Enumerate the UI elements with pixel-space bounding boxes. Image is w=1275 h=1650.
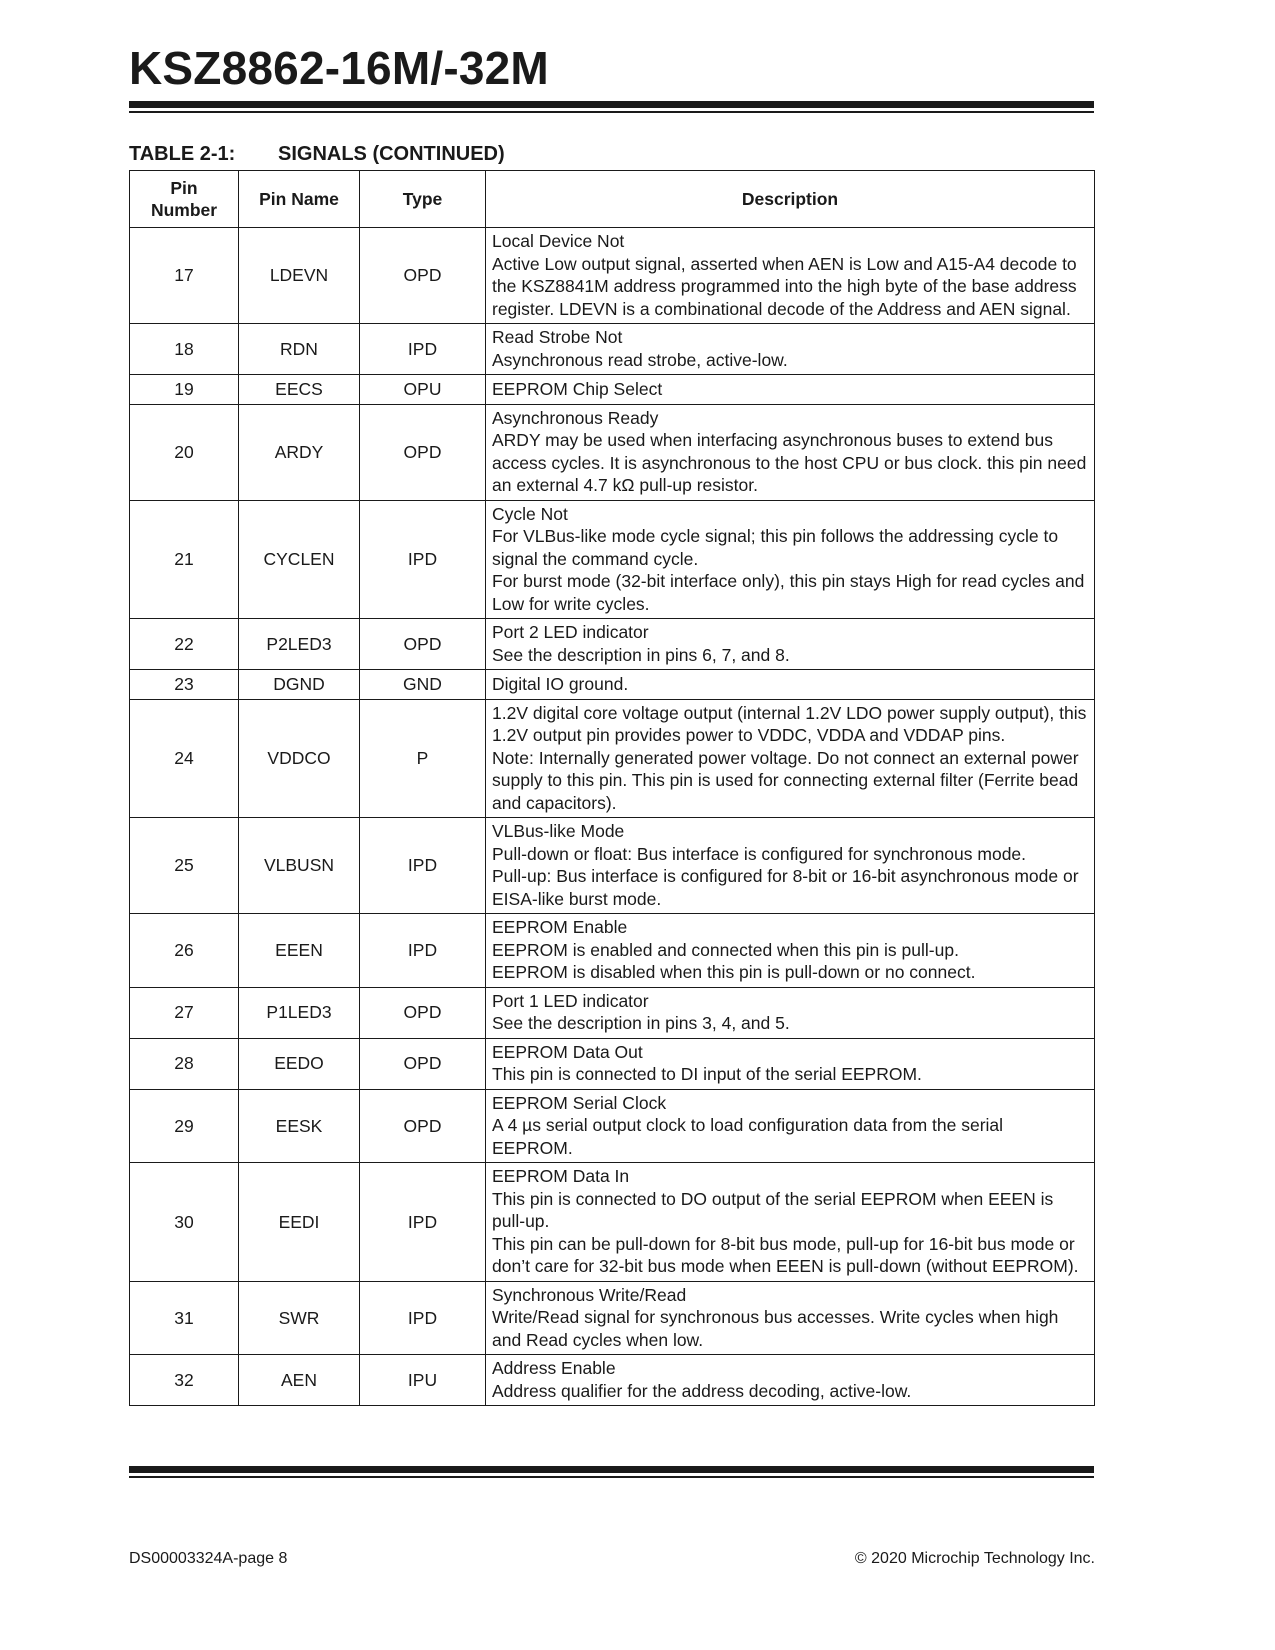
table-row bbox=[130, 375, 1095, 405]
description-line: Cycle Not bbox=[492, 503, 568, 524]
table-row bbox=[130, 670, 1095, 700]
description-line: Note: Internally generated power voltage. Do not connect an external power supply to this pin. This pin is used for connecting external filter (Ferrite bead and capacitors). bbox=[492, 747, 1079, 813]
table-caption bbox=[129, 142, 505, 166]
description-line: See the description in pins 3, 4, and 5. bbox=[492, 1013, 790, 1033]
pin-number-cell: 19 bbox=[130, 375, 239, 405]
pin-type-cell: IPD bbox=[360, 324, 486, 375]
description-line: Pull-down or float: Bus interface is configured for synchronous mode. bbox=[492, 843, 1027, 864]
pin-number-cell: 20 bbox=[130, 404, 239, 500]
pin-type-cell: OPD bbox=[360, 619, 486, 670]
description-line: A 4 µs serial output clock to load configuration data from the serial EEPROM. bbox=[492, 1115, 1004, 1158]
description-line: For VLBus-like mode cycle signal; this pin follows the addressing cycle to signal the command cycle. bbox=[492, 526, 1059, 569]
description-line: Port 1 LED indicator bbox=[492, 990, 649, 1011]
pin-type-cell: IPU bbox=[360, 1355, 486, 1406]
table-header-row bbox=[130, 171, 1095, 228]
table-caption-text: SIGNALS (CONTINUED) bbox=[278, 143, 505, 165]
description-cell bbox=[486, 500, 1095, 619]
pin-number-cell: 27 bbox=[130, 987, 239, 1038]
table-row bbox=[130, 404, 1095, 500]
description-line: Port 2 LED indicator bbox=[492, 622, 649, 642]
table-body bbox=[130, 228, 1095, 1406]
pin-type-cell: OPD bbox=[360, 1089, 486, 1163]
description-line: Pull-up: Bus interface is configured for 8-bit or 16-bit asynchronous mode or EISA-like burst mode. bbox=[492, 866, 1079, 909]
description-cell bbox=[486, 1038, 1095, 1089]
description-line: This pin can be pull-down for 8-bit bus mode, pull-up for 16-bit bus mode or don’t care for 32-bit bus mode when EEEN is pull-down (without EEPROM). bbox=[492, 1233, 1079, 1276]
footer-document-id: DS00003324A-page 8 bbox=[129, 1550, 288, 1567]
pin-type-cell: IPD bbox=[360, 500, 486, 619]
pin-type-cell: IPD bbox=[360, 818, 486, 914]
description-line: 1.2V digital core voltage output (internal 1.2V LDO power supply output), this 1.2V output pin provides power to VDDC, VDDA and VDDAP pins. bbox=[492, 702, 1087, 745]
pin-name-cell: P2LED3 bbox=[239, 619, 360, 670]
description-cell bbox=[486, 1163, 1095, 1282]
description-line: EEPROM is enabled and connected when this pin is pull-up. bbox=[492, 939, 959, 960]
pin-name-cell: DGND bbox=[239, 670, 360, 700]
description-cell bbox=[486, 987, 1095, 1038]
pin-number-cell: 29 bbox=[130, 1089, 239, 1163]
pin-type-cell: GND bbox=[360, 670, 486, 700]
header-rule-thin bbox=[129, 111, 1094, 113]
description-line: EEPROM Chip Select bbox=[492, 378, 663, 399]
description-line: Active Low output signal, asserted when AEN is Low and A15-A4 decode to the KSZ8841M address programmed into the high byte of the base address register. LDEVN is a combinational decode of the Address and AEN signal. bbox=[492, 253, 1077, 319]
description-line: Asynchronous read strobe, active-low. bbox=[492, 349, 788, 370]
footer-rule-thick bbox=[129, 1466, 1094, 1473]
table-row bbox=[130, 324, 1095, 375]
column-header-pin-number: Pin Number bbox=[130, 171, 239, 228]
description-line: Local Device Not bbox=[492, 231, 625, 251]
pin-name-cell: EEEN bbox=[239, 914, 360, 988]
pin-type-cell: OPD bbox=[360, 987, 486, 1038]
description-line: ARDY may be used when interfacing asynchronous buses to extend bus access cycles. It is asynchronous to the host CPU or bus clock. this pin need an external 4.7 kΩ pull-up resistor. bbox=[492, 430, 1087, 495]
description-cell bbox=[486, 670, 1095, 700]
footer-copyright: © 2020 Microchip Technology Inc. bbox=[854, 1550, 1095, 1567]
pin-name-cell: P1LED3 bbox=[239, 987, 360, 1038]
description-cell bbox=[486, 1281, 1095, 1355]
pin-number-cell: 32 bbox=[130, 1355, 239, 1406]
pin-name-cell: RDN bbox=[239, 324, 360, 375]
pin-type-cell: IPD bbox=[360, 1163, 486, 1282]
description-line: This pin is connected to DO output of the serial EEPROM when EEEN is pull-up. bbox=[492, 1188, 1054, 1231]
pin-number-cell: 25 bbox=[130, 818, 239, 914]
description-line: VLBus-like Mode bbox=[492, 821, 625, 841]
footer-rule-thin bbox=[129, 1476, 1094, 1478]
column-header-type: Type bbox=[360, 171, 486, 228]
pin-type-cell: OPD bbox=[360, 404, 486, 500]
column-header-description: Description bbox=[486, 171, 1095, 228]
description-line: Read Strobe Not bbox=[492, 327, 623, 347]
table-row bbox=[130, 1038, 1095, 1089]
pin-number-cell: 31 bbox=[130, 1281, 239, 1355]
description-cell bbox=[486, 699, 1095, 818]
description-cell bbox=[486, 818, 1095, 914]
pin-number-cell: 21 bbox=[130, 500, 239, 619]
pin-number-cell: 30 bbox=[130, 1163, 239, 1282]
description-cell bbox=[486, 914, 1095, 988]
pin-name-cell: VDDCO bbox=[239, 699, 360, 818]
pin-type-cell: OPD bbox=[360, 228, 486, 324]
description-line: See the description in pins 6, 7, and 8. bbox=[492, 644, 790, 665]
pin-number-cell: 26 bbox=[130, 914, 239, 988]
pin-name-cell: ARDY bbox=[239, 404, 360, 500]
pin-name-cell: VLBUSN bbox=[239, 818, 360, 914]
description-line: EEPROM Data In bbox=[492, 1166, 630, 1186]
pin-type-cell: OPD bbox=[360, 1038, 486, 1089]
description-line: Synchronous Write/Read bbox=[492, 1284, 687, 1305]
pin-number-cell: 18 bbox=[130, 324, 239, 375]
table-row bbox=[130, 1163, 1095, 1282]
pin-name-cell: AEN bbox=[239, 1355, 360, 1406]
pin-name-cell: LDEVN bbox=[239, 228, 360, 324]
pin-name-cell: EECS bbox=[239, 375, 360, 405]
description-line: Digital IO ground. bbox=[492, 673, 629, 694]
description-cell bbox=[486, 619, 1095, 670]
pin-name-cell: EEDO bbox=[239, 1038, 360, 1089]
table-row bbox=[130, 500, 1095, 619]
description-cell bbox=[486, 228, 1095, 324]
pin-type-cell: OPU bbox=[360, 375, 486, 405]
description-line: EEPROM Enable bbox=[492, 917, 628, 937]
pin-type-cell: IPD bbox=[360, 1281, 486, 1355]
document-title: KSZ8862-16M/-32M bbox=[129, 42, 549, 94]
pin-number-cell: 24 bbox=[130, 699, 239, 818]
pin-number-cell: 17 bbox=[130, 228, 239, 324]
pin-number-cell: 23 bbox=[130, 670, 239, 700]
description-cell bbox=[486, 324, 1095, 375]
description-line: Address qualifier for the address decoding, active-low. bbox=[492, 1380, 912, 1401]
pin-name-cell: EEDI bbox=[239, 1163, 360, 1282]
pin-type-cell: P bbox=[360, 699, 486, 818]
description-cell bbox=[486, 375, 1095, 405]
description-line: EEPROM is disabled when this pin is pull-down or no connect. bbox=[492, 962, 976, 982]
description-line: Write/Read signal for synchronous bus accesses. Write cycles when high and Read cycles when low. bbox=[492, 1307, 1059, 1350]
column-header-pin-name: Pin Name bbox=[239, 171, 360, 228]
table-row bbox=[130, 1281, 1095, 1355]
table-row bbox=[130, 228, 1095, 324]
description-line: This pin is connected to DI input of the serial EEPROM. bbox=[492, 1064, 922, 1084]
table-caption-number: TABLE 2-1: bbox=[129, 143, 236, 165]
description-line: Address Enable bbox=[492, 1358, 616, 1378]
description-line: For burst mode (32-bit interface only), this pin stays High for read cycles and Low for write cycles. bbox=[492, 571, 1085, 614]
pin-type-cell: IPD bbox=[360, 914, 486, 988]
table-row bbox=[130, 699, 1095, 818]
header-rule-thick bbox=[129, 101, 1094, 108]
pin-name-cell: EESK bbox=[239, 1089, 360, 1163]
pin-name-cell: SWR bbox=[239, 1281, 360, 1355]
table-row bbox=[130, 1089, 1095, 1163]
description-cell bbox=[486, 404, 1095, 500]
signals-table bbox=[129, 170, 1095, 1406]
table-row bbox=[130, 987, 1095, 1038]
table-row bbox=[130, 914, 1095, 988]
pin-name-cell: CYCLEN bbox=[239, 500, 360, 619]
description-line: EEPROM Serial Clock bbox=[492, 1092, 667, 1113]
description-line: Asynchronous Ready bbox=[492, 407, 659, 428]
pin-number-cell: 22 bbox=[130, 619, 239, 670]
table-row bbox=[130, 619, 1095, 670]
table-row bbox=[130, 818, 1095, 914]
pin-number-cell: 28 bbox=[130, 1038, 239, 1089]
description-line: EEPROM Data Out bbox=[492, 1041, 643, 1062]
description-cell bbox=[486, 1355, 1095, 1406]
description-cell bbox=[486, 1089, 1095, 1163]
table-row bbox=[130, 1355, 1095, 1406]
